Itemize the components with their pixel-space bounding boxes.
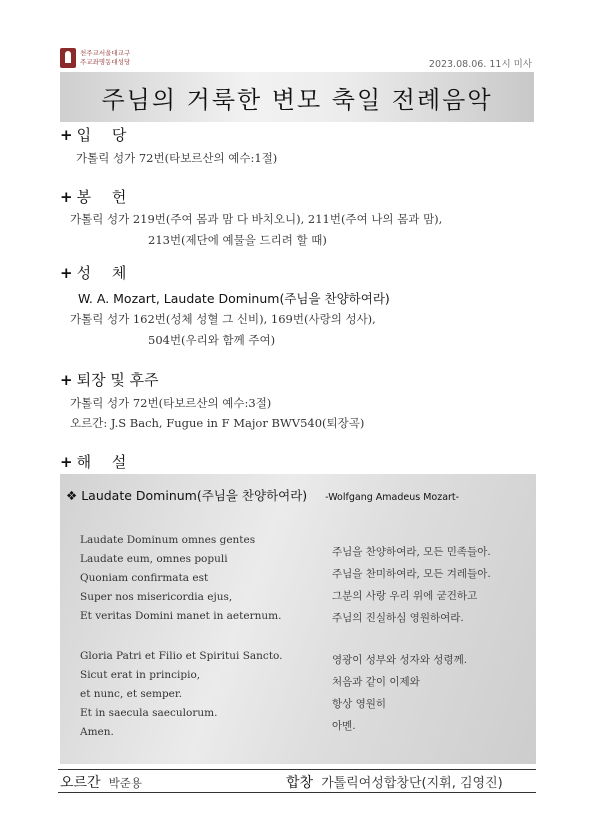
footer-organist [60,772,142,792]
latin-text-line: et nunc, et semper. [80,688,183,700]
korean-text-line: 처음과 같이 이제와 [332,676,420,688]
korean-text-line: 주님의 진실하심 영원하여라. [332,612,464,624]
latin-text-line: Sicut erat in principio, [80,669,201,681]
latin-text-line: Gloria Patri et Filio et Spiritui Sancto. [80,650,283,662]
plus-icon: + [60,371,73,389]
section-communion-heading [60,262,134,283]
section-label: 해 설 [76,453,135,471]
footer-divider-top [58,769,536,770]
commentary-box [60,474,536,764]
communion-piece: W. A. Mozart, Laudate Dominum(주님을 찬양하여라) [78,291,390,306]
choir-name: 가톨릭여성합창단(지휘, 김영진) [321,776,503,791]
latin-text-line: Laudate eum, omnes populi [80,553,228,565]
mass-date: 2023.08.06. 11시 미사 [428,59,532,70]
composer-name: -Wolfgang Amadeus Mozart- [325,492,460,503]
plus-icon: + [60,264,73,282]
section-label: 입 당 [76,126,135,144]
commentary-title [66,486,459,504]
plus-icon: + [60,126,73,144]
offertory-hymns-line2: 213번(제단에 예물을 드리려 할 때) [148,233,327,247]
section-entrance-heading [60,124,134,145]
parish-logo [60,48,130,68]
diamond-bullet-icon: ❖ [66,488,78,503]
logo-line-cathedral: 주교좌명동대성당 [80,58,131,66]
plus-icon: + [60,453,73,471]
postlude: 오르간: J.S Bach, Fugue in F Major BWV540(퇴장곡) [70,416,365,430]
section-offertory-heading [60,186,134,207]
offertory-hymns-line1: 가톨릭 성가 219번(주여 몸과 맘 다 바치오니), 211번(주여 나의 몸과 맘), [70,212,443,226]
logo-line-archdiocese: 천주교서울대교구 [80,49,131,57]
latin-text-line: Laudate Dominum omnes gentes [80,534,256,546]
latin-text-line: Amen. [80,726,114,738]
footer-divider-bottom [58,792,536,793]
korean-text-line: 주님을 찬양하여라, 모든 민족들아. [332,546,491,558]
communion-hymns-line2: 504번(우리와 함께 주여) [148,333,276,347]
section-label: 봉 헌 [76,188,135,206]
communion-hymns-line1: 가톨릭 성가 162번(성체 성혈 그 신비), 169번(사랑의 성사), [70,312,376,326]
page-title: 주님의 거룩한 변모 축일 전례음악 [101,85,493,114]
section-label: 성 체 [76,264,135,282]
korean-text-line: 주님을 찬미하여라, 모든 겨레들아. [332,568,491,580]
latin-text-line: Et veritas Domini manet in aeternum. [80,610,282,622]
korean-text-line: 영광이 성부와 성자와 성령께. [332,654,468,666]
plus-icon: + [60,188,73,206]
organ-label: 오르간 [60,775,101,791]
piece-title: Laudate Dominum(주님을 찬양하여라) [81,488,308,503]
korean-text-line: 항상 영원히 [332,698,387,710]
title-banner [60,72,534,122]
entrance-hymn: 가톨릭 성가 72번(타보르산의 예수:1절) [76,151,278,165]
choir-label: 합창 [286,775,314,791]
section-commentary-heading [60,451,134,472]
latin-text-line: Et in saecula saeculorum. [80,707,218,719]
korean-text-line: 그분의 사랑 우리 위에 굳건하고 [332,590,478,602]
organist-name: 박준용 [108,776,142,790]
recessional-hymn: 가톨릭 성가 72번(타보르산의 예수:3절) [70,396,272,410]
cathedral-icon [60,48,76,68]
korean-text-line: 아멘. [332,720,356,732]
section-label: 퇴장 및 후주 [76,371,159,389]
latin-text-line: Super nos misericordia ejus, [80,591,233,603]
footer-choir [286,772,503,792]
latin-text-line: Quoniam confirmata est [80,572,209,584]
section-recessional-heading [60,369,159,390]
